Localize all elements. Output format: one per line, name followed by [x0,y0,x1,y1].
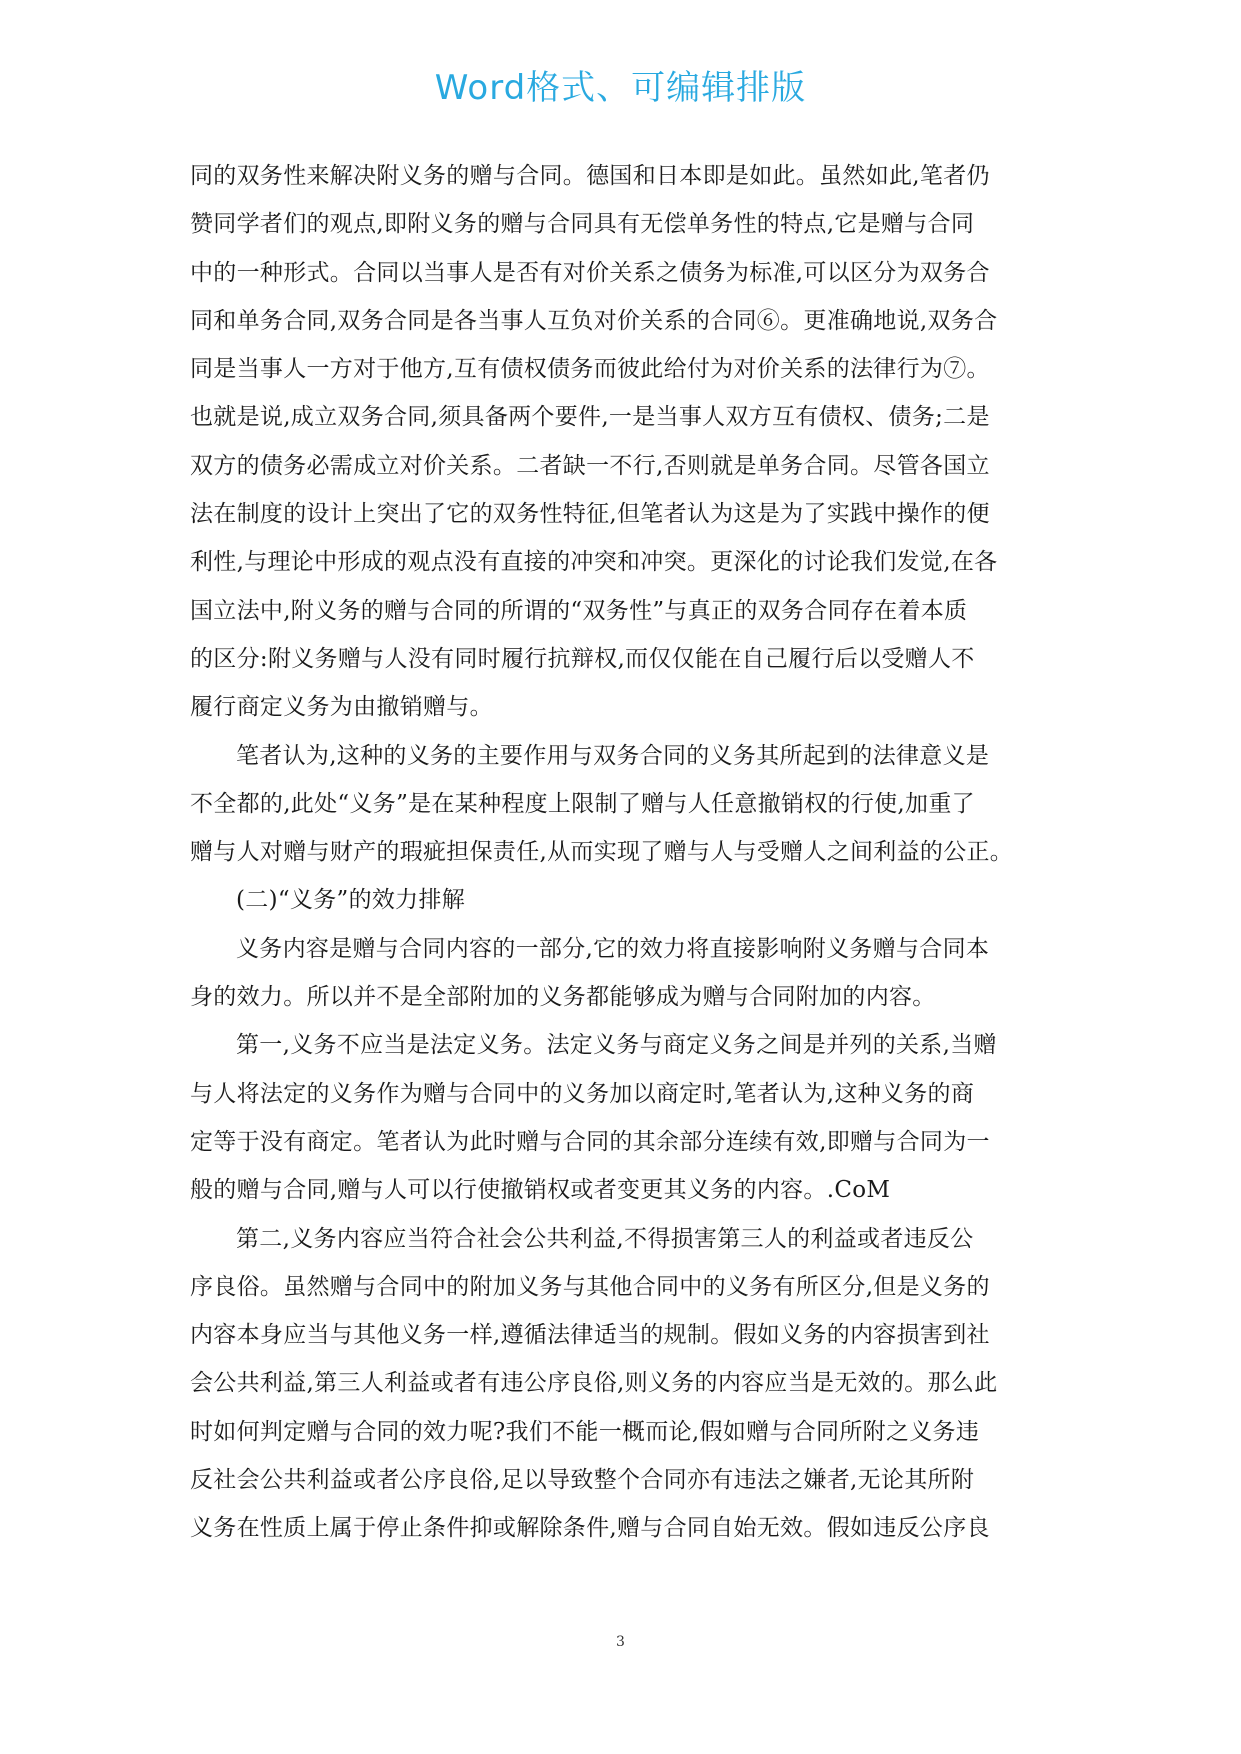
section-heading: (二)“义务”的效力排解 [236,887,466,914]
text-line: 双方的债务必需成立对价关系。二者缺一不行,否则就是单务合同。尽管各国立 [190,452,990,479]
page-number: 3 [616,1634,625,1650]
text-line: 中的一种形式。合同以当事人是否有对价关系之债务为标准,可以区分为双务合 [190,259,990,286]
text-line: 会公共利益,第三人利益或者有违公序良俗,则义务的内容应当是无效的。那么此 [190,1370,998,1397]
text-line: 序良俗。虽然赠与合同中的附加义务与其他合同中的义务有所区分,但是义务的 [190,1273,990,1300]
text-line: 的区分:附义务赠与人没有同时履行抗辩权,而仅仅能在自己履行后以受赠人不 [190,645,975,672]
text-line: 赠与人对赠与财产的瑕疵担保责任,从而实现了赠与人与受赠人之间利益的公正。 [190,839,1014,866]
text-line: 义务在性质上属于停止条件抑或解除条件,赠与合同自始无效。假如违反公序良 [190,1515,990,1542]
text-line: 国立法中,附义务的赠与合同的所谓的“双务性”与真正的双务合同存在着本质 [190,597,968,624]
text-line: 同的双务性来解决附义务的赠与合同。德国和日本即是如此。虽然如此,笔者仍 [190,163,990,189]
text-line: 履行商定义务为由撤销赠与。 [190,694,493,721]
text-line: 赞同学者们的观点,即附义务的赠与合同具有无偿单务性的特点,它是赠与合同 [190,211,975,238]
document-header-title: Word格式、可编辑排版 [434,68,807,108]
paragraph-start-line: 第一,义务不应当是法定义务。法定义务与商定义务之间是并列的关系,当赠 [236,1032,997,1059]
paragraph-start-line: 笔者认为,这种的义务的主要作用与双务合同的义务其所起到的法律意义是 [236,742,990,769]
text-line: 内容本身应当与其他义务一样,遵循法律适当的规制。假如义务的内容损害到社 [190,1322,990,1349]
text-line: 法在制度的设计上突出了它的双务性特征,但笔者认为这是为了实践中操作的便 [190,501,990,528]
text-line: 同是当事人一方对于他方,互有债权债务而彼此给付为对价关系的法律行为⑦。 [190,356,990,383]
text-line: 同和单务合同,双务合同是各当事人互负对价关系的合同⑥。更准确地说,双务合 [190,307,998,334]
paragraph-start-line: 第二,义务内容应当符合社会公共利益,不得损害第三人的利益或者违反公 [236,1225,974,1252]
text-line: 时如何判定赠与合同的效力呢?我们不能一概而论,假如赠与合同所附之义务违 [190,1418,980,1445]
paragraph-start-line: 义务内容是赠与合同内容的一部分,它的效力将直接影响附义务赠与合同本 [236,935,990,962]
text-line: 般的赠与合同,赠与人可以行使撤销权或者变更其义务的内容。.CoM [190,1177,891,1204]
text-line: 也就是说,成立双务合同,须具备两个要件,一是当事人双方互有债权、债务;二是 [190,404,990,431]
text-line: 反社会公共利益或者公序良俗,足以导致整个合同亦有违法之嫌者,无论其所附 [190,1467,975,1494]
text-line: 身的效力。所以并不是全部附加的义务都能够成为赠与合同附加的内容。 [190,984,936,1011]
document-body [190,152,1050,1553]
text-line: 利性,与理论中形成的观点没有直接的冲突和冲突。更深化的讨论我们发觉,在各 [190,549,998,576]
text-line: 不全都的,此处“义务”是在某种程度上限制了赠与人任意撤销权的行使,加重了 [190,790,975,817]
text-line: 定等于没有商定。笔者认为此时赠与合同的其余部分连续有效,即赠与合同为一 [190,1128,990,1155]
text-line: 与人将法定的义务作为赠与合同中的义务加以商定时,笔者认为,这种义务的商 [190,1080,975,1107]
